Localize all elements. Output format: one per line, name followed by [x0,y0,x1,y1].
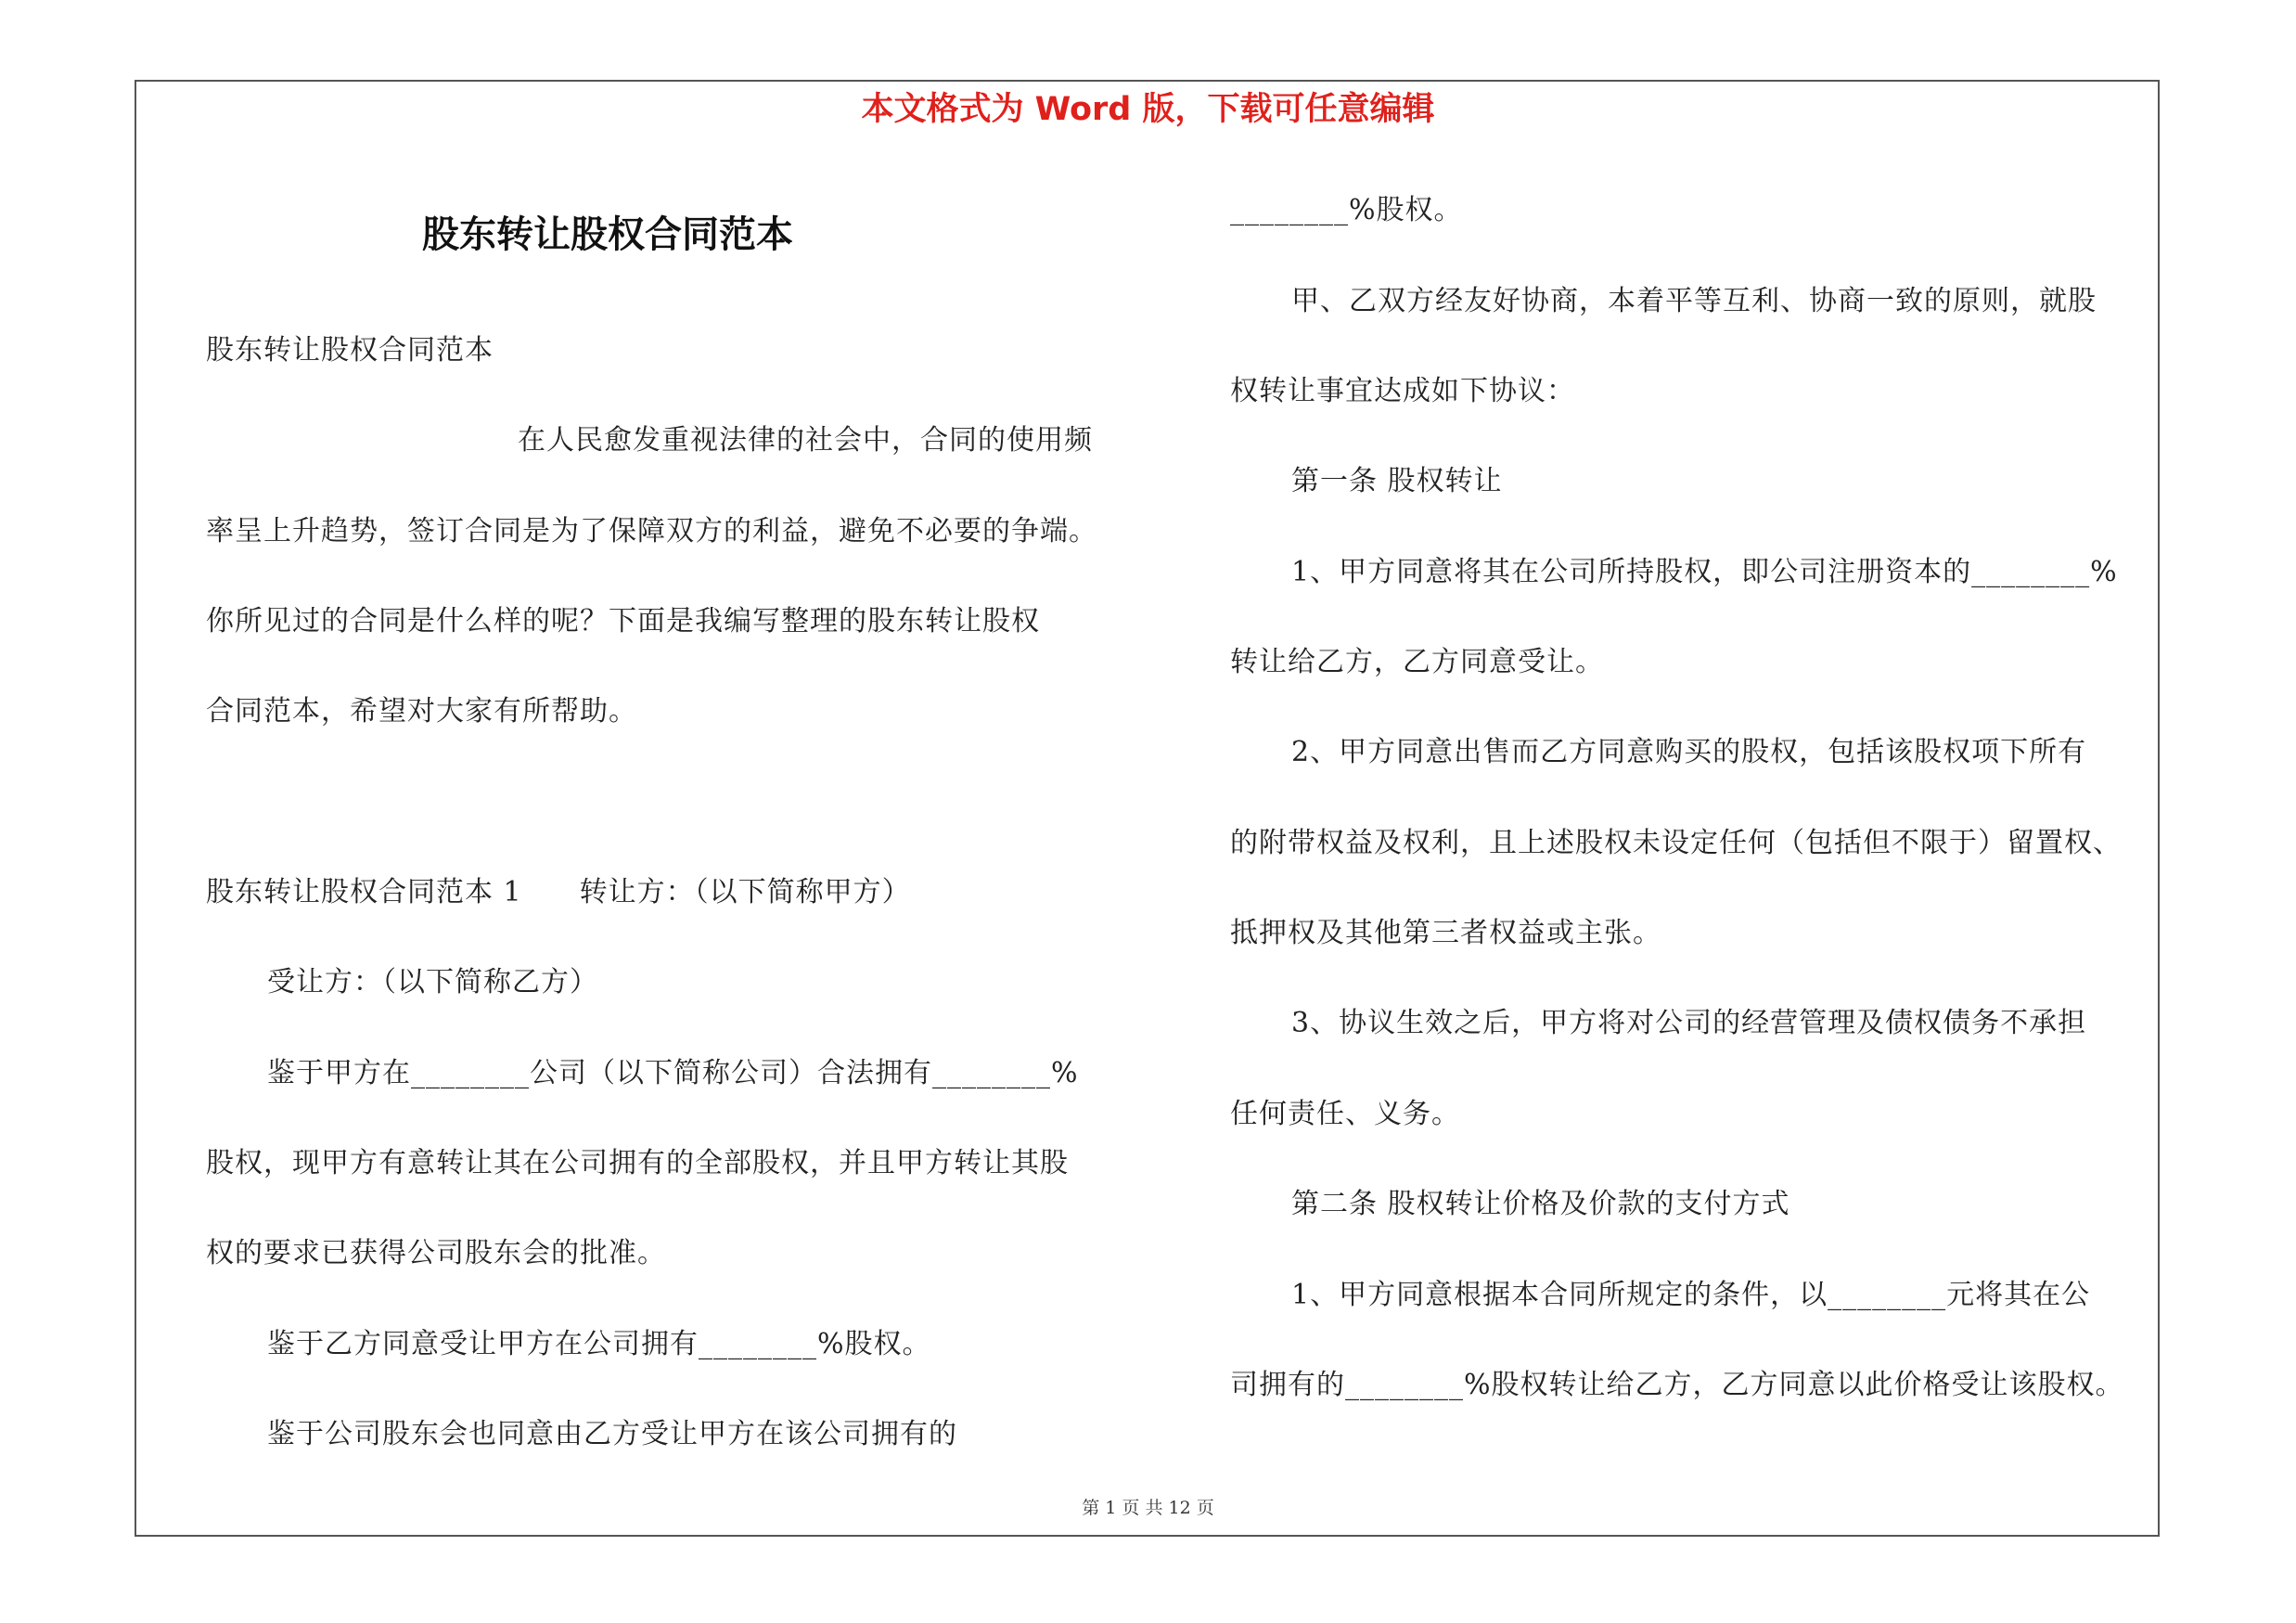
paragraph-line: 权转让事宜达成如下协议： [1230,375,1575,407]
paragraph-line: 3、协议生效之后，甲方将对公司的经营管理及债权债务不承担 [1291,1007,2087,1039]
paragraph-line: ________%股权。 [1230,194,1463,226]
paragraph-line: 甲、乙双方经友好协商，本着平等互利、协商一致的原则，就股 [1291,285,2097,317]
word-format-banner: 本文格式为 Word 版，下载可任意编辑 [861,91,1435,128]
paragraph-line: 鉴于乙方同意受让甲方在公司拥有________%股权。 [267,1328,931,1360]
paragraph-line: 在人民愈发重视法律的社会中，合同的使用频 [518,424,1093,457]
paragraph-line: 股东转让股权合同范本 1 转让方：（以下简称甲方） [206,876,911,908]
paragraph-line: 转让给乙方，乙方同意受让。 [1230,646,1604,678]
document-title: 股东转让股权合同范本 [422,213,793,256]
paragraph-line: 股东转让股权合同范本 [206,334,494,367]
paragraph-line: 抵押权及其他第三者权益或主张。 [1230,917,1661,949]
paragraph-line: 鉴于甲方在________公司（以下简称公司）合法拥有________% [267,1057,1079,1089]
paragraph-line: 1、甲方同意将其在公司所持股权，即公司注册资本的________% [1291,556,2118,588]
paragraph-line: 任何责任、义务。 [1230,1098,1460,1130]
paragraph-line: 的附带权益及权利，且上述股权未设定任何（包括但不限于）留置权、 [1230,827,2122,859]
paragraph-line: 受让方：（以下简称乙方） [267,966,598,998]
section-heading: 第二条 股权转让价格及价款的支付方式 [1291,1188,1790,1220]
paragraph-line: 合同范本，希望对大家有所帮助。 [206,695,637,728]
paragraph-line: 股权，现甲方有意转让其在公司拥有的全部股权，并且甲方转让其股 [206,1147,1069,1179]
paragraph-line: 司拥有的________%股权转让给乙方，乙方同意以此价格受让该股权。 [1230,1369,2124,1401]
paragraph-line: 你所见过的合同是什么样的呢？下面是我编写整理的股东转让股权 [206,605,1040,638]
paragraph-line: 权的要求已获得公司股东会的批准。 [206,1237,666,1269]
paragraph-line: 鉴于公司股东会也同意由乙方受让甲方在该公司拥有的 [267,1418,957,1450]
page-number-footer: 第 1 页 共 12 页 [1082,1498,1214,1518]
paragraph-line: 率呈上升趋势，签订合同是为了保障双方的利益，避免不必要的争端。 [206,515,1097,547]
paragraph-line: 2、甲方同意出售而乙方同意购买的股权，包括该股权项下所有 [1291,736,2087,768]
section-heading: 第一条 股权转让 [1291,465,1503,497]
paragraph-line: 1、甲方同意根据本合同所规定的条件，以________元将其在公 [1291,1279,2091,1311]
